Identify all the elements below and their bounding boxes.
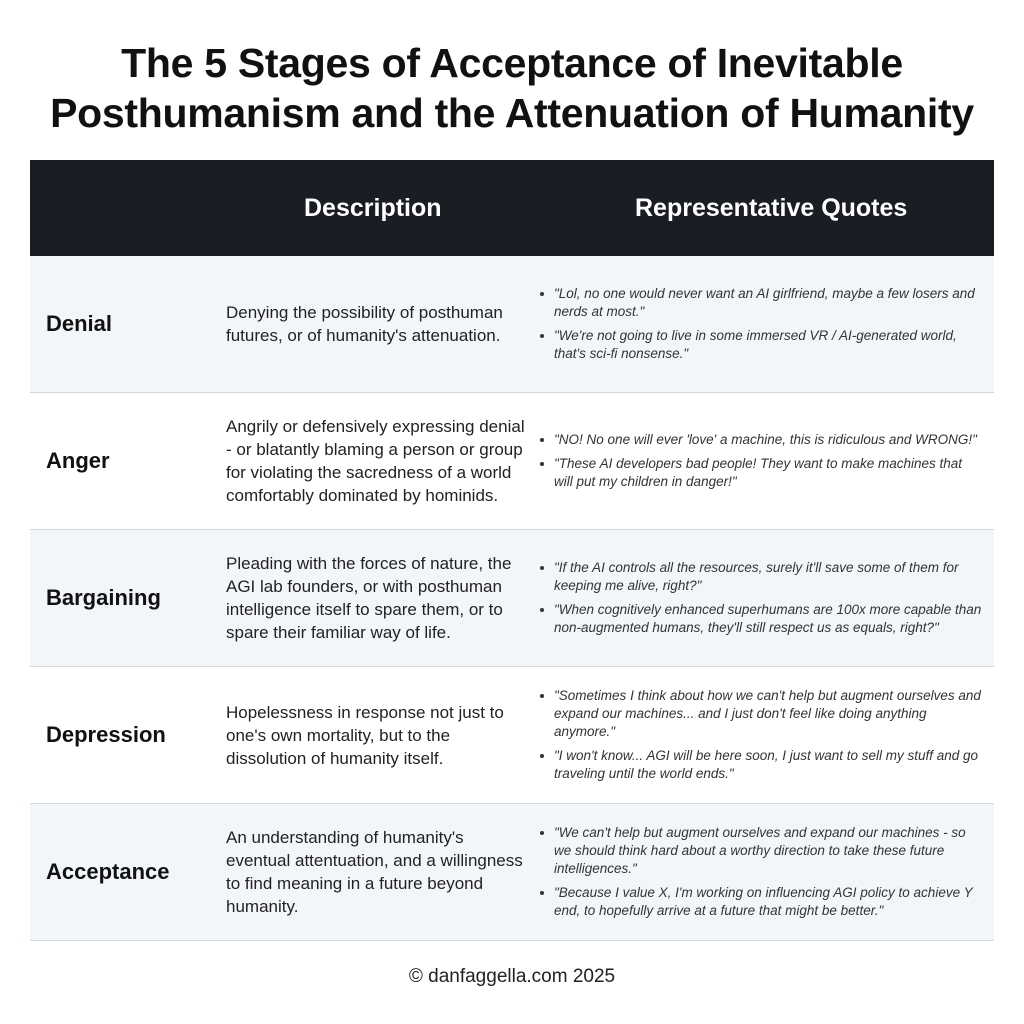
- quote-item: [538, 824, 984, 878]
- bullet-icon: [540, 566, 544, 570]
- stage-description: Angrily or defensively expressing denial - or blatantly blaming a person or group for violating the sacredness of a world comfortably dominated by hominids.: [226, 417, 525, 505]
- quote-item: [538, 687, 984, 741]
- quote-text: "These AI developers bad people! They want to make machines that will put my children in danger!": [554, 456, 963, 489]
- table-row: [30, 530, 994, 667]
- stage-description: Hopelessness in response not just to one's own mortality, but to the dissolution of humanity itself.: [226, 702, 504, 768]
- stage-name: Bargaining: [46, 585, 161, 610]
- stages-table: [30, 160, 994, 941]
- table-header: [30, 160, 994, 256]
- stage-name: Denial: [46, 311, 113, 336]
- column-header-quotes: Representative Quotes: [635, 194, 908, 222]
- stage-description: An understanding of humanity's eventual attentuation, and a willingness to find meaning in a future beyond humanity.: [226, 828, 523, 916]
- quote-list: [538, 393, 984, 529]
- quote-item: [538, 559, 984, 595]
- quote-list: [538, 667, 984, 803]
- title-line-1: The 5 Stages of Acceptance of Inevitable: [121, 40, 903, 86]
- quote-list: [538, 804, 984, 940]
- bullet-icon: [540, 608, 544, 612]
- bullet-icon: [540, 438, 544, 442]
- table-row: [30, 804, 994, 941]
- bullet-icon: [540, 462, 544, 466]
- quote-item: [538, 601, 984, 637]
- bullet-icon: [540, 292, 544, 296]
- quote-item: [538, 327, 984, 363]
- quote-list: [538, 256, 984, 392]
- column-header-description: Description: [304, 194, 442, 222]
- stage-description: Denying the possibility of posthuman futures, or of humanity's attenuation.: [226, 303, 503, 345]
- page-title: [0, 38, 1024, 138]
- stage-description: Pleading with the forces of nature, the AGI lab founders, or with posthuman intelligence itself to spare them, or to spare their familiar way of life.: [226, 554, 512, 642]
- quote-text: "We're not going to live in some immersed VR / AI-generated world, that's sci-fi nonsense.": [554, 328, 957, 361]
- stage-name: Acceptance: [46, 859, 170, 884]
- stage-name: Depression: [46, 722, 166, 747]
- quote-item: [538, 884, 984, 920]
- bullet-icon: [540, 831, 544, 835]
- quote-text: "Sometimes I think about how we can't help but augment ourselves and expand our machines... and I just don't feel like doing anything anymore.": [554, 688, 981, 739]
- footer-copyright: © danfaggella.com 2025: [408, 966, 616, 987]
- quote-item: [538, 747, 984, 783]
- quote-item: [538, 285, 984, 321]
- quote-text: "I won't know... AGI will be here soon, I just want to sell my stuff and go traveling until the world ends.": [554, 748, 979, 781]
- quote-text: "We can't help but augment ourselves and expand our machines - so we should think hard about a worthy direction to take these future intelligences.": [554, 825, 966, 876]
- table-row: [30, 393, 994, 530]
- quote-item: [538, 455, 984, 491]
- quote-list: [538, 530, 984, 666]
- bullet-icon: [540, 754, 544, 758]
- title-line-2: Posthumanism and the Attenuation of Humanity: [50, 90, 974, 136]
- bullet-icon: [540, 694, 544, 698]
- quote-text: "Lol, no one would never want an AI girlfriend, maybe a few losers and nerds at most.": [554, 286, 975, 319]
- table-row: [30, 256, 994, 393]
- stage-name: Anger: [46, 448, 110, 473]
- quote-text: "If the AI controls all the resources, surely it'll save some of them for keeping me alive, right?": [554, 560, 959, 593]
- quote-item: [538, 431, 984, 449]
- quote-text: "When cognitively enhanced superhumans are 100x more capable than non-augmented humans, they'll still respect us as equals, right?": [554, 602, 982, 635]
- bullet-icon: [540, 334, 544, 338]
- quote-text: "Because I value X, I'm working on influencing AGI policy to achieve Y end, to hopefully arrive at a future that might be better.": [554, 885, 973, 918]
- table-row: [30, 667, 994, 804]
- quote-text: "NO! No one will ever 'love' a machine, this is ridiculous and WRONG!": [554, 432, 977, 447]
- bullet-icon: [540, 891, 544, 895]
